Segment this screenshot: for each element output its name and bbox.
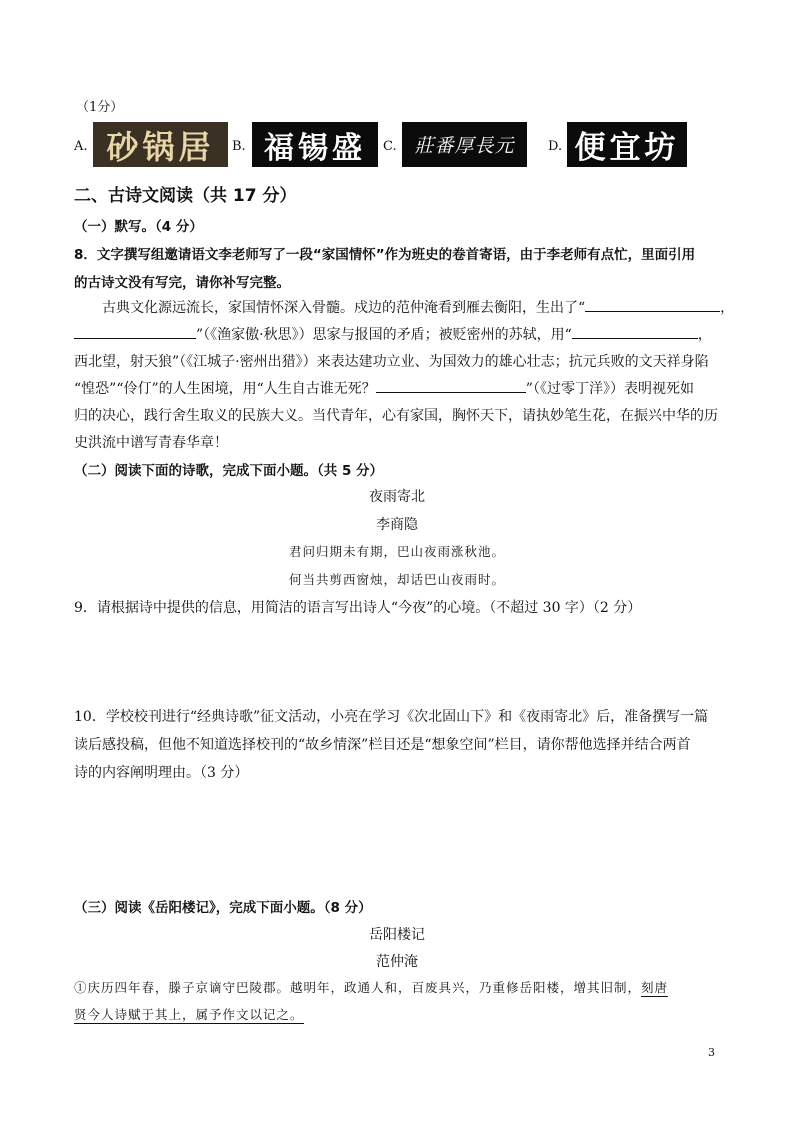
option-c-signboard bbox=[402, 122, 527, 167]
essay-line-1 bbox=[74, 978, 668, 996]
q10-prompt-line3: 诗的内容阐明理由。（3 分） bbox=[74, 765, 249, 781]
q8-passage-text: ”（《渔家傲·秋思》）思家与报国的矛盾；被贬密州的苏轼，用“ bbox=[196, 327, 572, 343]
q9-answer-area[interactable] bbox=[74, 625, 724, 695]
q8-passage-text: ”（《过零丁洋》）表明视死如 bbox=[525, 381, 694, 397]
essay-line-2 bbox=[74, 1005, 304, 1023]
q8-prompt-line2: 的古诗文没有写完，请你补写完整。 bbox=[74, 275, 290, 291]
option-a-text: 砂锅居 bbox=[106, 127, 215, 166]
answer-blank-3[interactable] bbox=[572, 324, 698, 339]
q8-passage-text: 古典文化源远流长，家国情怀深入骨髓。戍边的范仲淹看到雁去衡阳，生出了“ bbox=[102, 300, 586, 316]
q8-passage-text: ， bbox=[697, 327, 712, 343]
q8-passage-line3: 西北望，射天狼”（《江城子·密州出猎》）来表达建功立业、为国效力的雄心壮志；抗元兵败的文天祥身陷 bbox=[74, 354, 709, 370]
q8-passage-line2 bbox=[74, 324, 712, 344]
poem-title: 夜雨寄北 bbox=[369, 489, 425, 505]
answer-blank-1[interactable] bbox=[585, 297, 720, 312]
q8-passage-line6: 史洪流中谱写青春华章！ bbox=[74, 435, 228, 451]
q8-passage-line1 bbox=[102, 297, 734, 317]
poem-line-1: 君问归期未有期，巴山夜雨涨秋池。 bbox=[288, 544, 505, 559]
part-1-title: （一）默写。（4 分） bbox=[74, 219, 203, 235]
option-a-signboard bbox=[93, 122, 228, 167]
poem-line-2: 何当共剪西窗烛，却话巴山夜雨时。 bbox=[288, 572, 505, 587]
poem-author: 李商隐 bbox=[376, 517, 418, 533]
option-a-letter: A. bbox=[74, 139, 88, 154]
option-b-text: 福锡盛 bbox=[264, 130, 366, 166]
essay-underlined-text: 刻唐 bbox=[641, 980, 669, 995]
essay-text: ①庆历四年春，滕子京谪守巴陵郡。越明年，政通人和，百废具兴，乃重修岳阳楼，增其旧制， bbox=[74, 980, 642, 995]
option-c-text: 莊番厚長元 bbox=[414, 135, 515, 157]
q9-prompt: 9．请根据诗中提供的信息，用简洁的语言写出诗人“今夜”的心境。（不超过 30 字）（2 分） bbox=[74, 600, 642, 616]
option-c-letter: C. bbox=[383, 139, 397, 154]
q10-prompt-line2: 读后感投稿，但他不知道选择校刊的“故乡情深”栏目还是“想象空间”栏目，请你帮他选择并结合两首 bbox=[74, 737, 691, 753]
answer-blank-2[interactable] bbox=[74, 324, 196, 339]
q8-prompt-line1: 8．文字撰写组邀请语文李老师写了一段“家国情怀”作为班史的卷首寄语，由于李老师有点忙，里面引用 bbox=[74, 247, 696, 263]
option-d-text: 便宜坊 bbox=[574, 130, 680, 166]
part-2-title: （二）阅读下面的诗歌，完成下面小题。（共 5 分） bbox=[74, 463, 384, 479]
option-d-letter: D. bbox=[548, 139, 563, 154]
option-b-letter: B. bbox=[232, 139, 246, 154]
essay-author: 范仲淹 bbox=[376, 954, 418, 970]
section-2-title: 二、古诗文阅读（共 17 分） bbox=[74, 186, 297, 206]
q8-passage-text: ， bbox=[720, 300, 735, 316]
q8-passage-line5: 归的决心，践行舍生取义的民族大义。当代青年，心有家国，胸怀天下，请执妙笔生花，在振兴中华的历 bbox=[74, 408, 718, 424]
q8-passage-line4 bbox=[74, 378, 694, 398]
q10-prompt-line1: 10．学校校刊进行“经典诗歌”征文活动，小亮在学习《次北固山下》和《夜雨寄北》后，准备撰写一篇 bbox=[74, 709, 709, 725]
essay-underlined-text: 贤今人诗赋于其上，属予作文以记之。 bbox=[74, 1007, 304, 1022]
part-3-title: （三）阅读《岳阳楼记》，完成下面小题。（8 分） bbox=[74, 900, 372, 916]
essay-title: 岳阳楼记 bbox=[369, 927, 425, 943]
q10-answer-area[interactable] bbox=[74, 790, 724, 890]
answer-blank-4[interactable] bbox=[376, 378, 526, 393]
option-d-signboard bbox=[567, 122, 687, 167]
score-note: （1分） bbox=[76, 100, 124, 115]
page-number: 3 bbox=[708, 1046, 715, 1059]
option-b-signboard bbox=[252, 122, 378, 167]
q8-passage-text: “惶恐”“伶仃”的人生困境，用“人生自古谁无死？ bbox=[74, 381, 376, 397]
